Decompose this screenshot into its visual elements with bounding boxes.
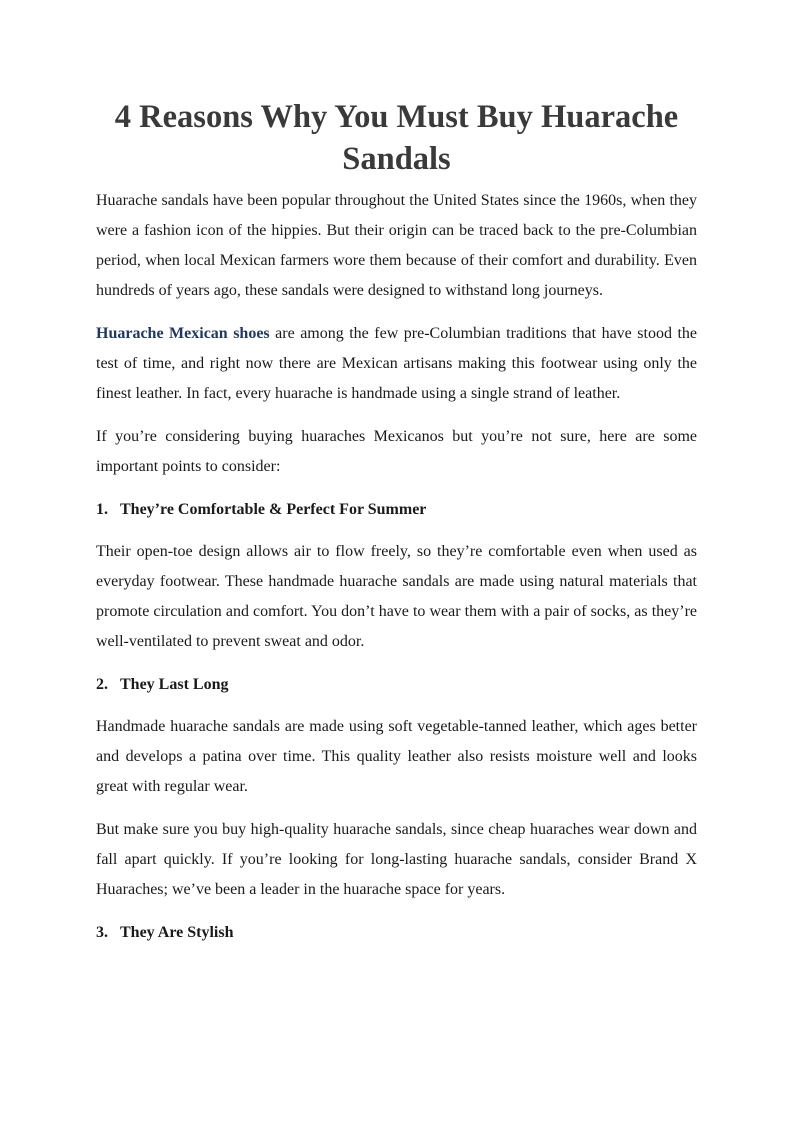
- section-heading-1: [96, 495, 697, 525]
- section-number: 3.: [96, 924, 108, 941]
- page-title: 4 Reasons Why You Must Buy Huarache Sandals: [114, 99, 679, 177]
- section-1-paragraph: Their open-toe design allows air to flow freely, so they’re comfortable even when used as everyday footwear. These handmade huarache sandals are made using natural materials that promote circulation and comfort. You don’t have to wear them with a pair of socks, as they’re well-ventilated to prevent sweat and odor.: [96, 543, 697, 650]
- paragraph-huarache-shoes: [96, 319, 697, 409]
- section-heading-text: They Are Stylish: [120, 924, 234, 941]
- section-heading-3: [96, 918, 697, 948]
- section-number: 1.: [96, 501, 108, 518]
- section-heading-text: They Last Long: [120, 676, 229, 693]
- paragraph-text: are among the few pre-Columbian traditions that have stood the test of time, and right now there are Mexican artisans making this footwear using only the finest leather. In fact, every huarache is handmade using a single strand of leather.: [96, 325, 697, 402]
- huarache-mexican-shoes-link[interactable]: Huarache Mexican shoes: [96, 325, 270, 342]
- section-heading-2: [96, 670, 697, 700]
- section-number: 2.: [96, 676, 108, 693]
- intro-paragraph: Huarache sandals have been popular throughout the United States since the 1960s, when they were a fashion icon of the hippies. But their origin can be traced back to the pre-Columbian period, when local Mexican farmers wore them because of their comfort and durability. Even hundreds of years ago, these sandals were designed to withstand long journeys.: [96, 192, 697, 299]
- section-2-paragraph: But make sure you buy high-quality huarache sandals, since cheap huaraches wear down and fall apart quickly. If you’re looking for long-lasting huarache sandals, consider Brand X Huaraches; we’ve been a leader in the huarache space for years.: [96, 821, 697, 898]
- section-heading-text: They’re Comfortable & Perfect For Summer: [120, 501, 427, 518]
- section-2-paragraph: Handmade huarache sandals are made using soft vegetable-tanned leather, which ages better and develops a patina over time. This quality leather also resists moisture well and looks great with regular wear.: [96, 718, 697, 795]
- paragraph-considering: If you’re considering buying huaraches Mexicanos but you’re not sure, here are some important points to consider:: [96, 428, 697, 475]
